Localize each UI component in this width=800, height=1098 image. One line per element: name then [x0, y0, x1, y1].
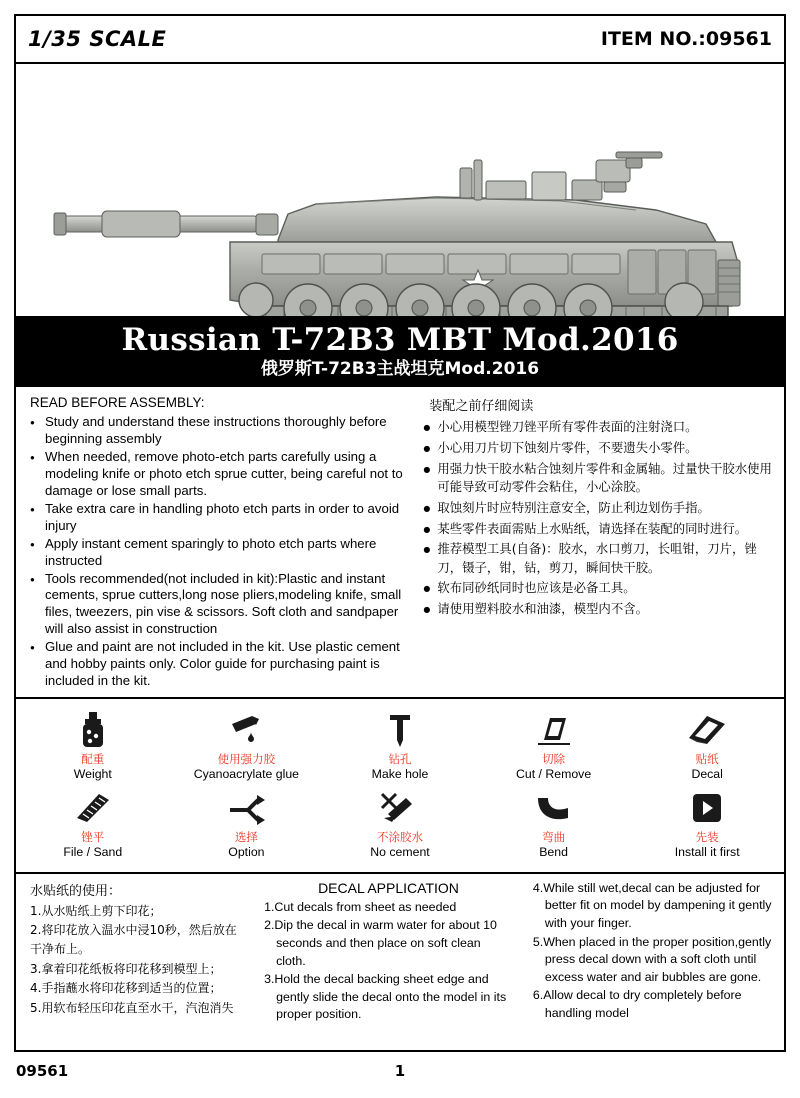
- symbol-label-en: Install it first: [674, 845, 740, 860]
- list-item: ● 取蚀刻片时应特别注意安全，防止利边划伤手指。: [423, 499, 772, 518]
- symbol-legend: [16, 699, 784, 874]
- item-number-label: ITEM NO.:09561: [600, 28, 772, 50]
- symbol-option: [173, 787, 319, 860]
- footer-item-number: 09561: [16, 1062, 69, 1080]
- decal-heading-chinese: 水贴纸的使用：: [30, 883, 122, 899]
- scale-label: 1/35 SCALE: [28, 27, 167, 51]
- symbol-label-en: File / Sand: [63, 845, 123, 860]
- instructions-chinese-list: [423, 418, 772, 618]
- list-item: 4.手指蘸水将印花移到适当的位置；: [30, 981, 222, 996]
- list-item: 4.While still wet,decal can be adjusted for better fit on model by dampening it gently with your finger.: [532, 880, 772, 931]
- glue-drop-icon: [173, 709, 319, 751]
- symbol-install-first: [634, 787, 780, 860]
- symbol-no-cement: [327, 787, 473, 860]
- decal-chinese-column: [16, 880, 254, 1050]
- list-item: ● 请使用塑料胶水和油漆，模型内不含。: [423, 600, 772, 619]
- list-item: ● 用强力快干胶水粘合蚀刻片零件和金属轴。过量快干胶水使用可能导致可动零件会粘住，小心涂胶。: [423, 460, 772, 497]
- symbol-label-en: Weight: [73, 766, 112, 781]
- decal-heading-english: DECAL APPLICATION: [318, 879, 459, 896]
- footer-page-number: 1: [394, 1062, 406, 1080]
- symbol-weight: [20, 709, 166, 782]
- header: [16, 16, 784, 64]
- cut-remove-icon: [481, 709, 627, 751]
- list-item: ● Take extra care in handling photo etch parts in order to avoid injury: [30, 501, 407, 535]
- symbol-label-cn: 先装: [695, 830, 719, 845]
- instructions-chinese-column: [415, 395, 784, 690]
- list-item: ● 小心用刀片切下蚀刻片零件，不要遗失小零件。: [423, 439, 772, 458]
- decal-chinese-list: [30, 902, 244, 1018]
- no-cement-icon: [327, 787, 473, 829]
- list-item: 6.Allow decal to dry completely before handling model: [532, 988, 742, 1021]
- install-first-icon: [634, 787, 780, 829]
- symbol-label-en: Cyanoacrylate glue: [193, 766, 300, 781]
- decal-english-column-1: [254, 880, 523, 1050]
- instructions-chinese-heading: 装配之前仔细阅读: [429, 399, 534, 415]
- instructions-english-column: [16, 395, 415, 690]
- list-item: ● When needed, remove photo-etch parts carefully using a modeling knife or photo etch sprue cutter, being careful not to damage or lose small parts.: [30, 449, 407, 500]
- list-item: ● 软布同砂纸同时也应该是必备工具。: [423, 579, 772, 598]
- symbol-row-2: [16, 787, 784, 860]
- symbol-bend: [481, 787, 627, 860]
- decal-english-list-1: [264, 899, 513, 1024]
- bend-icon: [481, 787, 627, 829]
- page-frame: [14, 14, 786, 1052]
- symbol-label-cn: 配重: [81, 751, 105, 766]
- symbol-cyanoacrylate-glue: [173, 709, 319, 782]
- list-item: ● 小心用模型锉刀锉平所有零件表面的注射浇口。: [423, 418, 772, 437]
- drill-icon: [327, 709, 473, 751]
- list-item: 5.用软布轻压印花直至水干，汽泡消失: [30, 1000, 234, 1015]
- symbol-label-en: Make hole: [371, 766, 429, 781]
- list-item: 3.拿着印花纸板将印花移到模型上；: [30, 961, 222, 976]
- list-item: ● 推荐模型工具(自备)：胶水，水口剪刀，长咀钳，刀片，锉刀，镊子，钳，钻，剪刀，瞬间快干胶。: [423, 540, 772, 577]
- list-item: 2.将印花放入温水中浸10秒，然后放在干净布上。: [30, 923, 237, 957]
- decal-application-section: [16, 874, 784, 1050]
- decal-icon: [634, 709, 780, 751]
- instructions-english-heading: READ BEFORE ASSEMBLY:: [30, 395, 205, 411]
- list-item: ● 某些零件表面需贴上水贴纸，请选择在装配的同时进行。: [423, 520, 772, 539]
- list-item: 2.Dip the decal in warm water for about 10 seconds and then place on soft clean cloth.: [264, 918, 497, 968]
- symbol-label-en: Cut / Remove: [515, 766, 592, 781]
- symbol-label-en: Decal: [691, 766, 723, 781]
- symbol-label-cn: 锉平: [81, 830, 105, 845]
- symbol-label-cn: 选择: [234, 830, 258, 845]
- list-item: ● Study and understand these instructions thoroughly before beginning assembly: [30, 414, 407, 448]
- list-item: 1.Cut decals from sheet as needed: [264, 899, 457, 914]
- list-item: ● Tools recommended(not included in kit):Plastic and instant cements, sprue cutters,long nose pliers,modeling knife, small files, tweezers, pin vise & scissors. Soft cloth and sandpaper will also assist in construction: [30, 571, 407, 639]
- symbol-label-en: No cement: [370, 845, 430, 860]
- symbol-label-cn: 使用强力胶: [217, 751, 276, 766]
- symbol-label-cn: 钻孔: [388, 751, 412, 766]
- option-icon: [173, 787, 319, 829]
- weight-bottle-icon: [20, 709, 166, 751]
- tank-drawing: [16, 64, 784, 316]
- file-sand-icon: [20, 787, 166, 829]
- symbol-make-hole: [327, 709, 473, 782]
- symbol-label-cn: 切除: [542, 751, 566, 766]
- list-item: 3.Hold the decal backing sheet edge and gently slide the decal onto the model in its proper position.: [264, 972, 507, 1022]
- symbol-label-cn: 贴纸: [695, 751, 719, 766]
- kit-title-bar: [16, 318, 784, 387]
- kit-title-chinese: 俄罗斯T-72B3主战坦克Mod.2016: [260, 358, 540, 379]
- symbol-label-en: Option: [228, 845, 265, 860]
- list-item: ● Apply instant cement sparingly to photo etch parts where instructed: [30, 536, 407, 570]
- kit-title-english: Russian T-72B3 MBT Mod.2016: [121, 322, 679, 358]
- symbol-label-cn: 不涂胶水: [376, 830, 423, 845]
- symbol-cut-remove: [481, 709, 627, 782]
- tank-illustration: [16, 64, 784, 318]
- symbol-label-cn: 弯曲: [542, 830, 566, 845]
- page-footer: [14, 1058, 786, 1084]
- symbol-decal: [634, 709, 780, 782]
- symbol-label-en: Bend: [539, 845, 568, 860]
- list-item: ● Glue and paint are not included in the kit. Use plastic cement and hobby paints only. Color guide for purchasing paint is included in the kit.: [30, 639, 407, 690]
- symbol-file-sand: [20, 787, 166, 860]
- list-item: 5.When placed in the proper position,gently press decal down with a soft cloth until excess water and air bubbles are gone.: [532, 934, 772, 984]
- decal-english-column-2: [523, 880, 784, 1050]
- list-item: 1.从水贴纸上剪下印花；: [30, 903, 162, 918]
- pre-assembly-instructions: [16, 387, 784, 698]
- instructions-english-list: [30, 414, 407, 689]
- symbol-row-1: [16, 709, 784, 782]
- decal-english-list-2: [533, 880, 772, 1023]
